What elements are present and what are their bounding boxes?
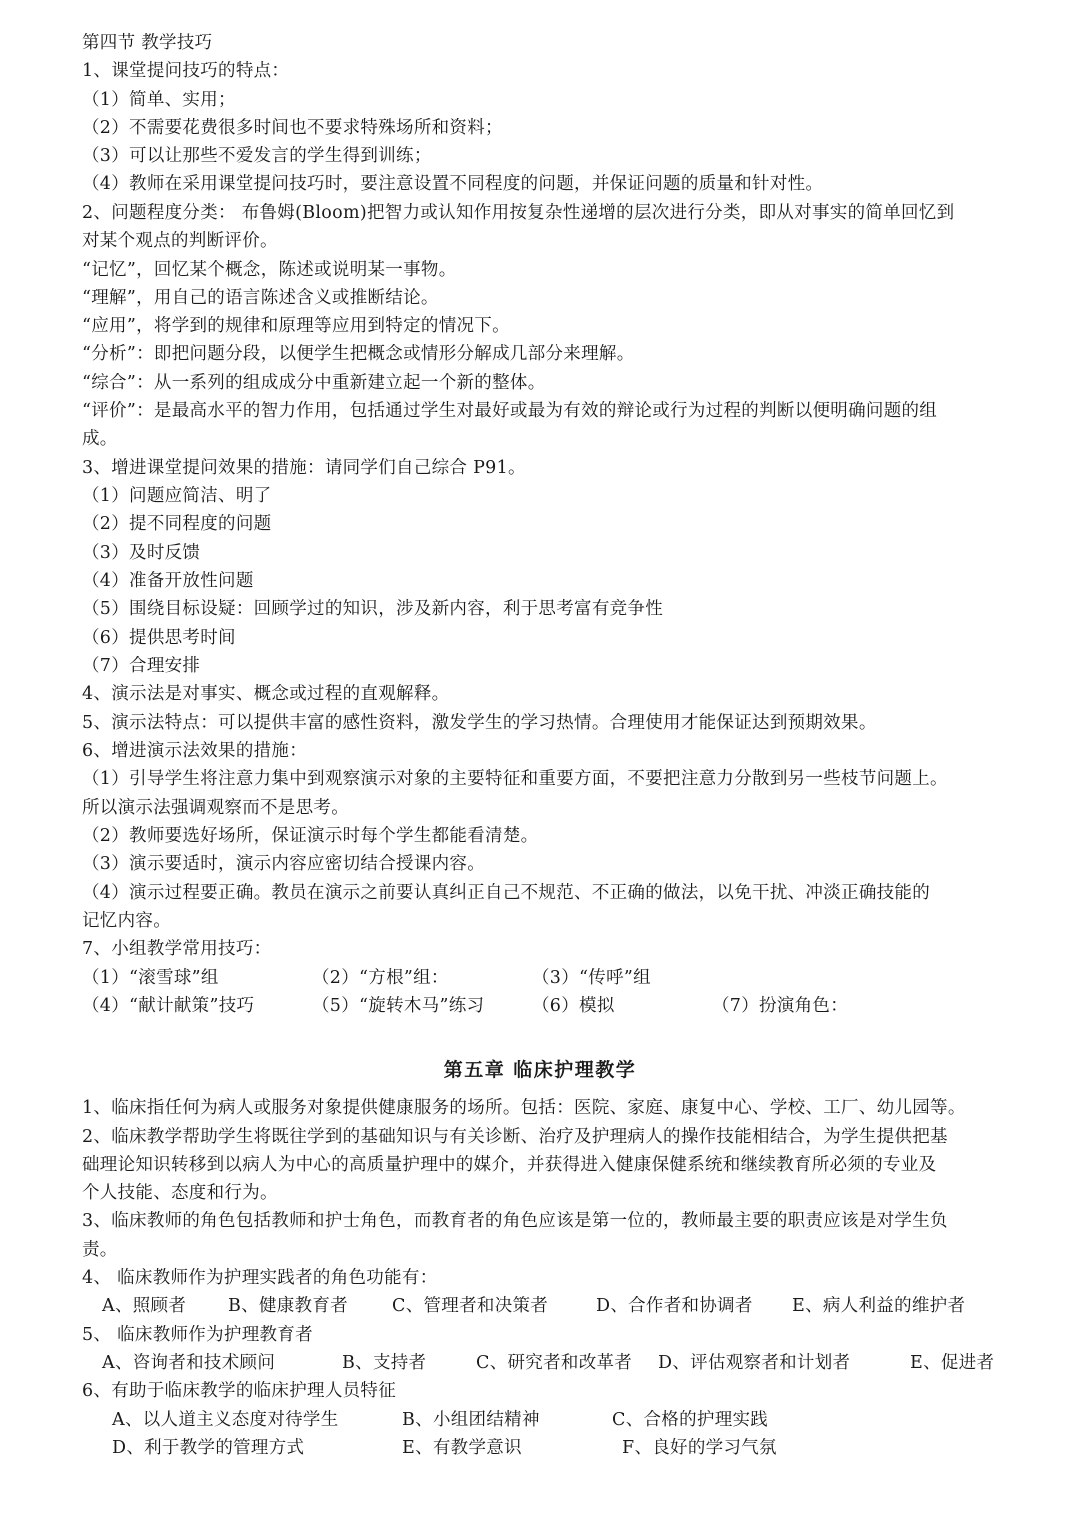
q1-item: （4）教师在采用课堂提问技巧时，要注意设置不同程度的问题，并保证问题的质量和针对性。	[82, 174, 824, 194]
q6-item: （3）演示要适时，演示内容应密切结合授课内容。	[82, 854, 486, 874]
ch5-paragraph: 2、临床教学帮助学生将既往学到的基础知识与有关诊断、治疗及护理病人的操作技能相结合，为学生提供把基	[82, 1127, 948, 1147]
q7-option: （7）扮演角色：	[712, 996, 849, 1016]
p5-option: E、促进者	[910, 1353, 995, 1373]
p6-option: D、利于教学的管理方式	[112, 1438, 305, 1458]
q3-heading: 3、增进课堂提问效果的措施：请同学们自己综合 P91。	[82, 458, 526, 478]
q7-option: （5）“旋转木马”练习	[312, 996, 485, 1016]
p4-option: A、照顾者	[102, 1296, 187, 1316]
p5-heading: 5、 临床教师作为护理教育者	[82, 1325, 313, 1345]
p6-heading: 6、有助于临床教学的临床护理人员特征	[82, 1381, 397, 1401]
q3-item: （4）准备开放性问题	[82, 571, 254, 591]
q3-item: （2）提不同程度的问题	[82, 514, 272, 534]
q7-option: （6）模拟	[532, 996, 615, 1016]
p4-option: C、管理者和决策者	[392, 1296, 549, 1316]
p4-option: D、合作者和协调者	[596, 1296, 753, 1316]
q6-item: 记忆内容。	[82, 911, 171, 931]
level-item: “分析”：即把问题分段，以便学生把概念或情形分解成几部分来理解。	[82, 344, 635, 364]
p4-heading: 4、 临床教师作为护理实践者的角色功能有：	[82, 1268, 438, 1288]
q7-option: （3）“传呼”组	[532, 968, 651, 988]
q3-item: （3）及时反馈	[82, 543, 201, 563]
ch5-paragraph: 个人技能、态度和行为。	[82, 1183, 278, 1203]
q1-heading: 1、课堂提问技巧的特点：	[82, 61, 290, 81]
q2-line: 对某个观点的判断评价。	[82, 231, 278, 251]
p5-option: B、支持者	[342, 1353, 427, 1373]
q3-item: （5）围绕目标设疑：回顾学过的知识，涉及新内容，利于思考富有竞争性	[82, 599, 664, 619]
q1-item: （1）简单、实用；	[82, 90, 236, 110]
q7-option: （4）“献计献策”技巧	[82, 996, 255, 1016]
ch5-paragraph: 1、临床指任何为病人或服务对象提供健康服务的场所。包括：医院、家庭、康复中心、学校、工厂、幼儿园等。	[82, 1098, 966, 1118]
p6-option: F、良好的学习气氛	[622, 1438, 777, 1458]
section-title: 第四节 教学技巧	[82, 33, 213, 53]
q6-item: （1）引导学生将注意力集中到观察演示对象的主要特征和重要方面，不要把注意力分散到另一些枝节问题上。	[82, 769, 948, 789]
eval-line: 成。	[82, 429, 118, 449]
q6-item: 所以演示法强调观察而不是思考。	[82, 798, 349, 818]
q4-text: 4、演示法是对事实、概念或过程的直观解释。	[82, 684, 450, 704]
q3-item: （6）提供思考时间	[82, 628, 236, 648]
q6-heading: 6、增进演示法效果的措施：	[82, 741, 308, 761]
level-item: “理解”，用自己的语言陈述含义或推断结论。	[82, 288, 439, 308]
q6-item: （4）演示过程要正确。教员在演示之前要认真纠正自己不规范、不正确的做法，以免干扰、冲淡正确技能的	[82, 883, 931, 903]
q7-option: （1）“滚雪球”组	[82, 968, 219, 988]
p6-option: E、有教学意识	[402, 1438, 522, 1458]
p6-option: A、以人道主义态度对待学生	[112, 1410, 339, 1430]
q1-item: （3）可以让那些不爱发言的学生得到训练；	[82, 146, 432, 166]
q7-heading: 7、小组教学常用技巧：	[82, 939, 272, 959]
p5-option: C、研究者和改革者	[476, 1353, 633, 1373]
ch5-paragraph: 3、临床教师的角色包括教师和护士角色，而教育者的角色应该是第一位的，教师最主要的职责应该是对学生负	[82, 1211, 948, 1231]
q3-item: （7）合理安排	[82, 656, 201, 676]
p6-option: B、小组团结精神	[402, 1410, 540, 1430]
q7-option: （2）“方根”组：	[312, 968, 449, 988]
q1-item: （2）不需要花费很多时间也不要求特殊场所和资料；	[82, 118, 503, 138]
chapter-title: 第五章 临床护理教学	[443, 1059, 637, 1081]
p4-option: B、健康教育者	[228, 1296, 348, 1316]
ch5-paragraph: 础理论知识转移到以病人为中心的高质量护理中的媒介，并获得进入健康保健系统和继续教育所必须的专业及	[82, 1155, 937, 1175]
eval-line: “评价”：是最高水平的智力作用，包括通过学生对最好或最为有效的辩论或行为过程的判断以便明确问题的组	[82, 401, 938, 421]
level-item: “应用”，将学到的规律和原理等应用到特定的情况下。	[82, 316, 510, 336]
level-item: “记忆”，回忆某个概念，陈述或说明某一事物。	[82, 260, 457, 280]
p5-option: A、咨询者和技术顾问	[102, 1353, 276, 1373]
q2-line: 2、问题程度分类： 布鲁姆(Bloom)把智力或认知作用按复杂性递增的层次进行分类，即从对事实的简单回忆到	[82, 203, 955, 223]
q6-item: （2）教师要选好场所，保证演示时每个学生都能看清楚。	[82, 826, 539, 846]
q5-text: 5、演示法特点：可以提供丰富的感性资料，激发学生的学习热情。合理使用才能保证达到预期效果。	[82, 713, 877, 733]
ch5-paragraph: 责。	[82, 1240, 118, 1260]
p6-option: C、合格的护理实践	[612, 1410, 769, 1430]
level-item: “综合”：从一系列的组成成分中重新建立起一个新的整体。	[82, 373, 546, 393]
q3-item: （1）问题应简洁、明了	[82, 486, 272, 506]
p5-option: D、评估观察者和计划者	[658, 1353, 851, 1373]
p4-option: E、病人利益的维护者	[792, 1296, 966, 1316]
